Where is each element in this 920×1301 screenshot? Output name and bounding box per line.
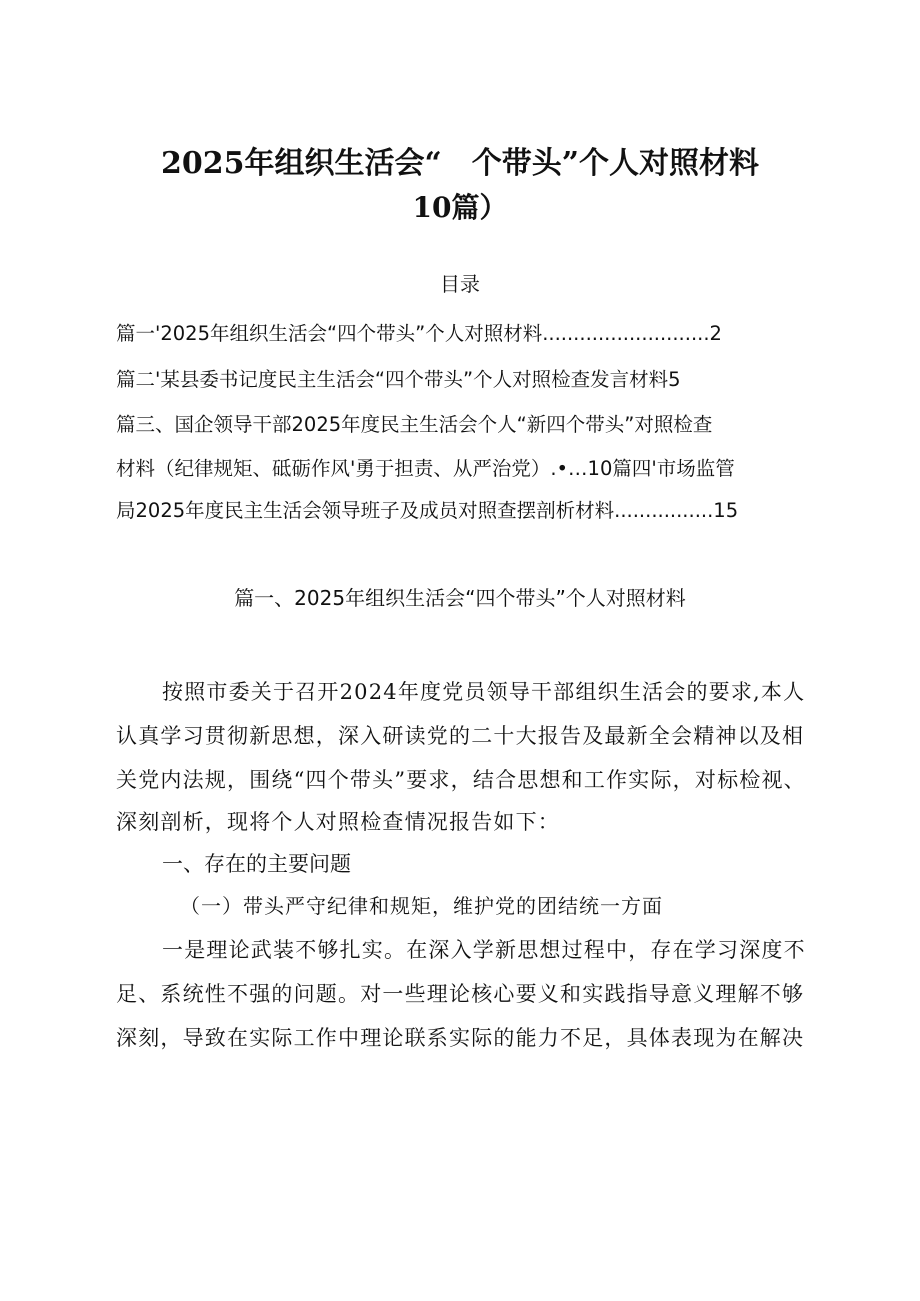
section-heading: 一、存在的主要问题 [162,852,351,876]
toc-entry[interactable]: 篇二'某县委书记度民主生活会“四个带头”个人对照检查发言材料5 [116,368,681,391]
paragraph-line: 足、系统性不强的问题。对一些理论核心要义和实践指导意义理解不够 [116,982,805,1006]
paragraph-line: 按照市委关于召开2024年度党员领导干部组织生活会的要求,本人 [162,680,806,704]
toc-heading: 目录 [440,272,480,296]
paragraph-line: 深刻剖析，现将个人对照检查情况报告如下： [116,810,560,834]
toc-entry[interactable]: 篇一'2025年组织生活会“四个带头”个人对照材料...........................2 [116,322,722,345]
paragraph-line: 一是理论武装不够扎实。在深入学新思想过程中，存在学习深度不 [162,938,806,962]
section-title: 篇一、2025年组织生活会“四个带头”个人对照材料 [234,586,686,610]
document-title-line2: 10篇） [412,191,508,224]
toc-entry[interactable]: 篇三、国企领导干部2025年度民主生活会个人“新四个带头”对照检查 [116,413,713,436]
paragraph-line: 认真学习贯彻新思想，深入研读党的二十大报告及最新全会精神以及相 [116,724,805,748]
paragraph-line: 关党内法规，围绕“四个带头”要求，结合思想和工作实际，对标检视、 [116,768,806,792]
toc-entry[interactable]: 局2025年度民主生活会领导班子及成员对照查摆剖析材料................15 [116,499,739,522]
subsection-heading: （一）带头严守纪律和规矩，维护党的团结统一方面 [180,894,663,918]
toc-entry[interactable]: 材料（纪律规矩、砥砺作风'勇于担责、从严治党）.•…10篇四'市场监管 [116,457,735,480]
document-title-line1: 2025年组织生活会“ 个带头”个人对照材料 [160,146,759,181]
paragraph-line: 深刻，导致在实际工作中理论联系实际的能力不足，具体表现为在解决 [116,1026,805,1050]
